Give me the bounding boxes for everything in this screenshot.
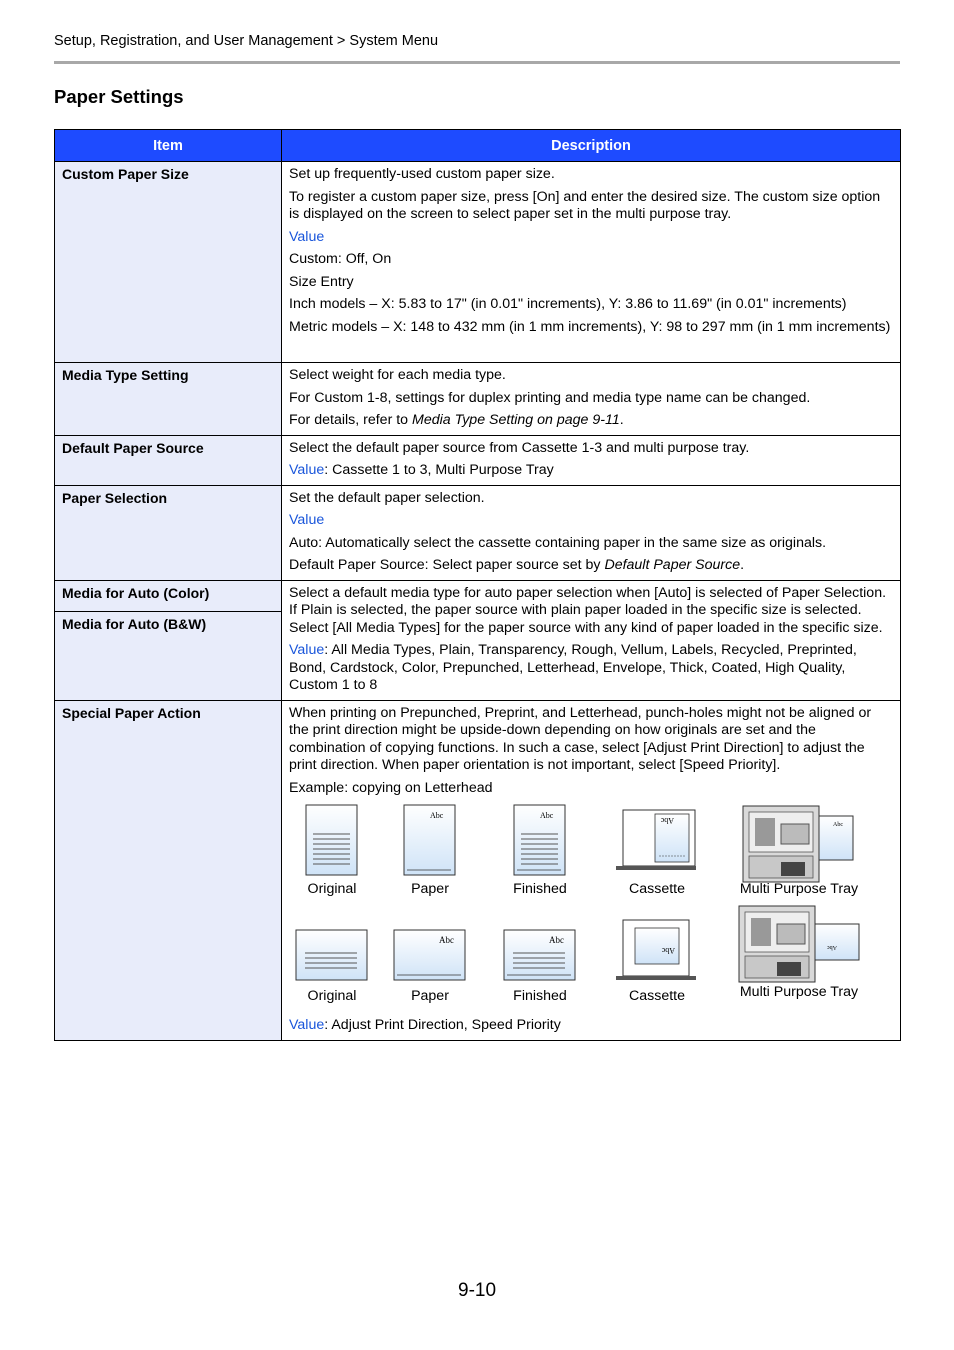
value-text: : All Media Types, Plain, Transparency, Rough, Vellum, Labels, Recycled, Preprinted, Bond, Cardstock, Color, Prepunched, Letterhead, Envelope, Thick, Coated, High Quality, Custom 1 to 8 (289, 642, 857, 693)
item-default-paper-source: Default Paper Source (55, 435, 282, 485)
figure-caption: Finished (513, 987, 567, 1004)
desc-text (289, 412, 892, 430)
abc-mark: Abc (540, 811, 554, 820)
value-label: Value (289, 512, 325, 528)
table-row (55, 485, 901, 580)
item-paper-selection: Paper Selection (55, 485, 282, 580)
letterhead-paper-landscape-icon (393, 929, 467, 984)
desc-text: Select weight for each media type. (289, 367, 506, 383)
desc-default-paper-source (282, 435, 901, 485)
desc-custom-paper-size (282, 162, 901, 363)
original-page-icon (305, 804, 359, 877)
figure-multi-purpose-tray (719, 918, 879, 1006)
desc-text: For Custom 1-8, settings for duplex printing and media type name can be changed. (289, 389, 811, 406)
desc-text-prefix: For details, refer to (289, 412, 413, 428)
desc-text: To register a custom paper size, press [On] and enter the desired size. The custom size option is displayed on the screen to select paper set in the multi purpose tray. (289, 188, 881, 222)
desc-text: Metric models – X: 148 to 432 mm (in 1 mm increments), Y: 98 to 297 mm (in 1 mm increments) (289, 318, 891, 335)
table-header-row (55, 130, 901, 162)
value-label: Value (289, 1017, 325, 1033)
abc-mark: Abc (439, 934, 454, 945)
printer-icon (741, 804, 857, 884)
abc-mark: Abc (661, 945, 675, 955)
desc-text (289, 557, 892, 575)
item-custom-paper-size: Custom Paper Size (55, 162, 282, 363)
original-page-landscape-icon (295, 929, 369, 984)
desc-text-italic: Default Paper Source (604, 557, 741, 573)
value-label: Value (289, 462, 325, 478)
figure-caption: Paper (411, 881, 449, 897)
desc-special-paper-action (282, 700, 901, 1040)
value-text: : Adjust Print Direction, Speed Priority (324, 1017, 561, 1033)
desc-text: Auto: Automatically select the cassette containing paper in the same size as originals. (289, 534, 827, 551)
figure-finished (485, 804, 595, 899)
figure-caption: Paper (411, 987, 449, 1004)
figure-caption: Cassette (629, 987, 685, 1004)
abc-mark: Abc (430, 811, 444, 820)
page-title: Paper Settings (54, 86, 184, 107)
desc-text: Example: copying on Letterhead (289, 779, 493, 796)
header-description: Description (282, 130, 901, 162)
item-media-for-auto-bw: Media for Auto (B&W) (55, 611, 282, 700)
item-media-type-setting: Media Type Setting (55, 363, 282, 436)
media-type-setting-link[interactable]: Media Type Setting on page 9-11 (412, 412, 620, 428)
desc-text (289, 1017, 892, 1035)
figure-cassette (595, 804, 719, 899)
figure-paper (375, 918, 485, 1006)
figure-original (289, 804, 375, 899)
value-label: Value (289, 642, 325, 658)
figure-caption: Multi Purpose Tray (739, 983, 859, 1000)
desc-text: Set the default paper selection. (289, 489, 485, 506)
header-rule (54, 61, 900, 64)
desc-text: When printing on Prepunched, Preprint, and Letterhead, punch-holes might not be aligned or the print direction might be upside-down depending on how originals are set and the combination of copying functions. In such a case, select [Adjust Print Direction] to adjust the print direction. When paper orientation is not important, select [Speed Priority]. (289, 704, 872, 773)
value-text: : Cassette 1 to 3, Multi Purpose Tray (324, 462, 554, 478)
abc-mark: Abc (660, 816, 674, 825)
figure-paper (375, 804, 485, 899)
cassette-icon (615, 804, 699, 877)
cassette-icon (615, 918, 699, 984)
table-row (55, 363, 901, 436)
figure-caption: Original (307, 881, 357, 897)
desc-text (289, 642, 892, 695)
table-row (55, 580, 901, 611)
header-item: Item (55, 130, 282, 162)
figure-original (289, 918, 375, 1006)
abc-mark: Abc (827, 943, 837, 950)
figure-caption: Original (307, 987, 357, 1004)
finished-page-landscape-icon (503, 929, 577, 984)
desc-text: Select the default paper source from Cassette 1-3 and multi purpose tray. (289, 439, 750, 456)
figure-finished (485, 918, 595, 1006)
figure-caption: Cassette (629, 881, 685, 897)
item-media-for-auto-color: Media for Auto (Color) (55, 580, 282, 611)
desc-paper-selection (282, 485, 901, 580)
figure-multi-purpose-tray (719, 804, 879, 899)
breadcrumb: Setup, Registration, and User Management > System Menu (54, 33, 439, 49)
letterhead-paper-icon (403, 804, 457, 877)
desc-text: Select a default media type for auto paper selection when [Auto] is selected of Paper Selection. If Plain is selected, the paper source with plain paper loaded in the specific size is selected. Select [All Media Types] for the paper source with any kind of paper loaded in the specific size. (289, 584, 887, 636)
table-row (55, 435, 901, 485)
item-special-paper-action: Special Paper Action (55, 700, 282, 1040)
figure-caption: Finished (513, 881, 567, 897)
finished-page-icon (513, 804, 567, 877)
desc-text: Custom: Off, On (289, 251, 392, 267)
letterhead-figure-row-2 (289, 918, 892, 1006)
table-row (55, 700, 901, 1040)
abc-mark: Abc (549, 934, 564, 945)
desc-text (289, 462, 892, 480)
table-row (55, 162, 901, 363)
desc-media-type-setting (282, 363, 901, 436)
value-label: Value (289, 228, 325, 245)
printer-icon (737, 904, 861, 984)
desc-text-suffix: . (740, 557, 745, 573)
desc-text: Set up frequently-used custom paper size. (289, 166, 555, 182)
figure-caption: Multi Purpose Tray (739, 881, 859, 897)
abc-mark: Abc (833, 822, 843, 828)
settings-table (54, 129, 901, 1041)
figure-cassette (595, 918, 719, 1006)
desc-text-suffix: . (619, 412, 624, 428)
page-number: 9-10 (458, 1280, 497, 1301)
letterhead-figure-row-1 (289, 804, 892, 899)
desc-text: Size Entry (289, 273, 354, 290)
desc-text-prefix: Default Paper Source: Select paper source set by (289, 557, 605, 573)
desc-media-for-auto (282, 580, 901, 700)
desc-text: Inch models – X: 5.83 to 17" (in 0.01" increments), Y: 3.86 to 11.69" (in 0.01" increments) (289, 296, 847, 312)
